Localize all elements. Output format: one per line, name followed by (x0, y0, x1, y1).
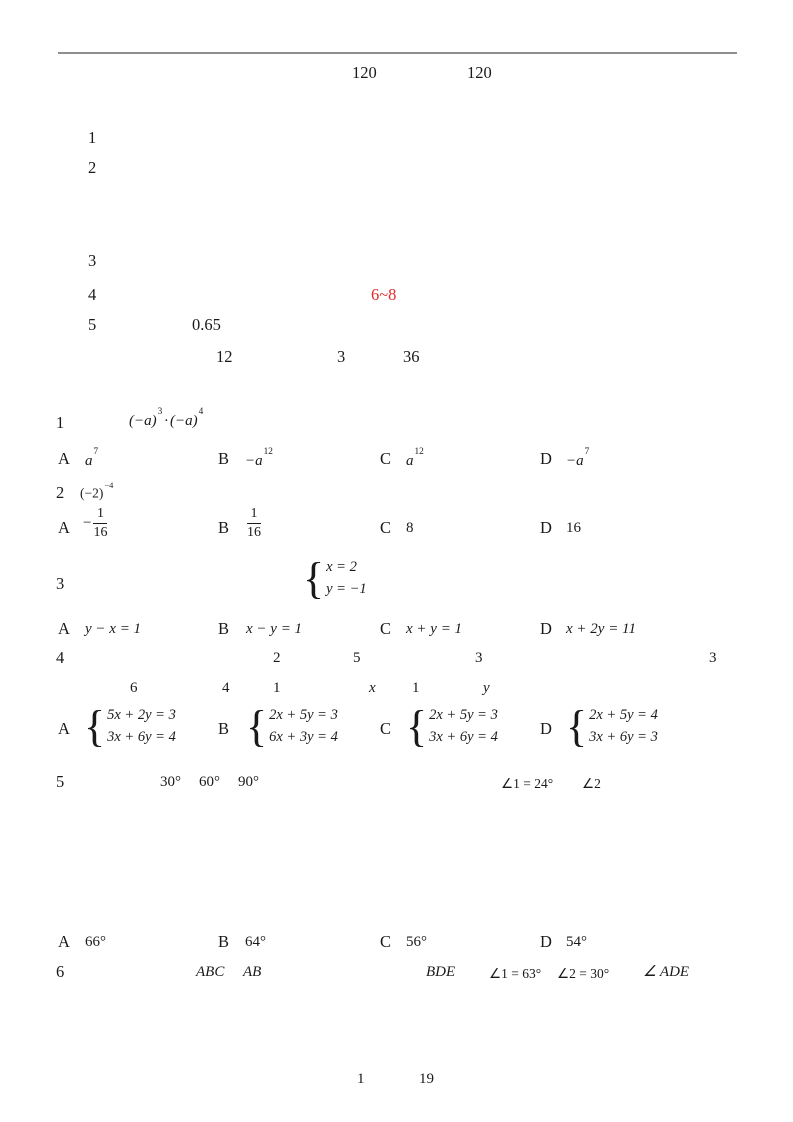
q4-option-a-system: { 5x + 2y = 3 3x + 6y = 4 (84, 701, 176, 751)
q5-option-d-value: 54° (566, 934, 587, 950)
note-tail-value-2: 3 (337, 347, 346, 366)
q1-option-a-label: A (58, 449, 70, 468)
q5-option-c-value: 56° (406, 934, 427, 950)
q5-option-a-label: A (58, 932, 70, 951)
q3-option-d-label: D (540, 619, 552, 638)
q5-given-angle-1: ∠1 = 24° (501, 776, 554, 791)
q4-row2-value-2: 4 (222, 680, 230, 696)
q1-option-d-value: $-a^7$ (566, 447, 590, 469)
q1-option-b-value: $-a^{12}$ (245, 447, 273, 469)
q4-row2-value-3: 1 (273, 680, 281, 696)
q2-option-a-fraction: $\frac{1}{16}$ (93, 506, 108, 541)
q6-number: 6 (56, 962, 65, 981)
q4-option-d-system: { 2x + 5y = 4 3x + 6y = 3 (566, 701, 658, 751)
header-score-right: 120 (467, 63, 492, 82)
footer-page-total: 19 (419, 1071, 434, 1087)
q3-option-a-label: A (58, 619, 70, 638)
q4-row2-variable-x: x (369, 680, 376, 696)
q5-angle-2: 60° (199, 774, 220, 790)
header-score-left: 120 (352, 63, 377, 82)
note-item-4: 4 (88, 285, 97, 304)
q5-option-a-value: 66° (85, 934, 106, 950)
note-item-5: 5 (88, 315, 97, 334)
q4-row1-value-4: 3 (709, 650, 717, 666)
q5-angle-3: 90° (238, 774, 259, 790)
q4-option-c-system: { 2x + 5y = 3 3x + 6y = 4 (406, 701, 498, 751)
q1-option-c-label: C (380, 449, 392, 468)
q4-row2-variable-y: y (483, 680, 490, 696)
q3-option-c-label: C (380, 619, 392, 638)
q1-option-c-value: $a^{12}$ (406, 447, 424, 469)
note-item-5-value: 0.65 (192, 315, 221, 334)
header-divider (58, 52, 737, 54)
note-tail-value-3: 36 (403, 347, 420, 366)
q1-option-a-value: $a^7$ (85, 447, 99, 469)
q6-segment-ab: AB (243, 964, 262, 980)
q4-row1-value-2: 5 (353, 650, 361, 666)
q2-formula: $(-2)^{-4}$ (80, 480, 114, 501)
q1-formula: $(-a)^3\cdot (-a)^4$ (129, 407, 204, 429)
q2-option-d-label: D (540, 518, 552, 537)
q5-option-d-label: D (540, 932, 552, 951)
q6-given-angle-2: ∠2 = 30° (557, 966, 610, 981)
q5-angle-1: 30° (160, 774, 181, 790)
note-item-4-highlight: 6~8 (371, 285, 397, 304)
q4-option-b-system: { 2x + 5y = 3 6x + 3y = 4 (246, 701, 338, 751)
q1-number: 1 (56, 413, 65, 432)
q6-triangle-abc: ABC (196, 964, 225, 980)
note-item-1: 1 (88, 128, 97, 147)
q4-row2-value-1: 6 (130, 680, 138, 696)
q4-option-d-label: D (540, 719, 552, 738)
q1-option-d-label: D (540, 449, 552, 468)
q2-option-c-label: C (380, 518, 392, 537)
q3-system-brace: { (303, 553, 325, 603)
q2-number: 2 (56, 483, 65, 502)
q4-number: 4 (56, 648, 65, 667)
q4-row2-value-5: 1 (412, 680, 420, 696)
q4-option-b-label: B (218, 719, 230, 738)
q5-option-b-value: 64° (245, 934, 266, 950)
q3-number: 3 (56, 574, 65, 593)
q2-option-c-value: 8 (406, 520, 414, 536)
q4-option-c-label: C (380, 719, 392, 738)
q3-option-b-value: x − y = 1 (246, 621, 303, 637)
q2-option-b-fraction: $\frac{1}{16}$ (247, 506, 261, 541)
q3-option-a-value: y − x = 1 (85, 621, 142, 637)
q2-option-a-value: − $\frac{1}{16}$ (83, 506, 108, 541)
q2-option-b-value (247, 506, 261, 541)
note-tail-value-1: 12 (216, 347, 233, 366)
q4-row1-value-3: 3 (475, 650, 483, 666)
q5-option-c-label: C (380, 932, 392, 951)
note-item-2: 2 (88, 158, 97, 177)
q5-given-angle-2: ∠2 (582, 776, 601, 791)
q3-option-b-label: B (218, 619, 230, 638)
q2-option-a-label: A (58, 518, 70, 537)
q6-given-angle-1: ∠1 = 63° (489, 966, 542, 981)
q3-system: { x = 2 y = −1 (303, 553, 367, 603)
q4-option-a-label: A (58, 719, 70, 738)
q4-row1-value-1: 2 (273, 650, 281, 666)
q3-option-d-value: x + 2y = 11 (566, 621, 636, 637)
q5-number: 5 (56, 772, 65, 791)
note-item-3: 3 (88, 251, 97, 270)
footer-page-number: 1 (357, 1071, 365, 1087)
q6-target-angle-ade: ∠ ADE (643, 964, 690, 980)
q3-option-c-value: x + y = 1 (406, 621, 463, 637)
q5-option-b-label: B (218, 932, 230, 951)
q2-option-b-label: B (218, 518, 230, 537)
q1-option-b-label: B (218, 449, 230, 468)
q6-triangle-bde: BDE (426, 964, 456, 980)
q2-option-d-value: 16 (566, 520, 581, 536)
